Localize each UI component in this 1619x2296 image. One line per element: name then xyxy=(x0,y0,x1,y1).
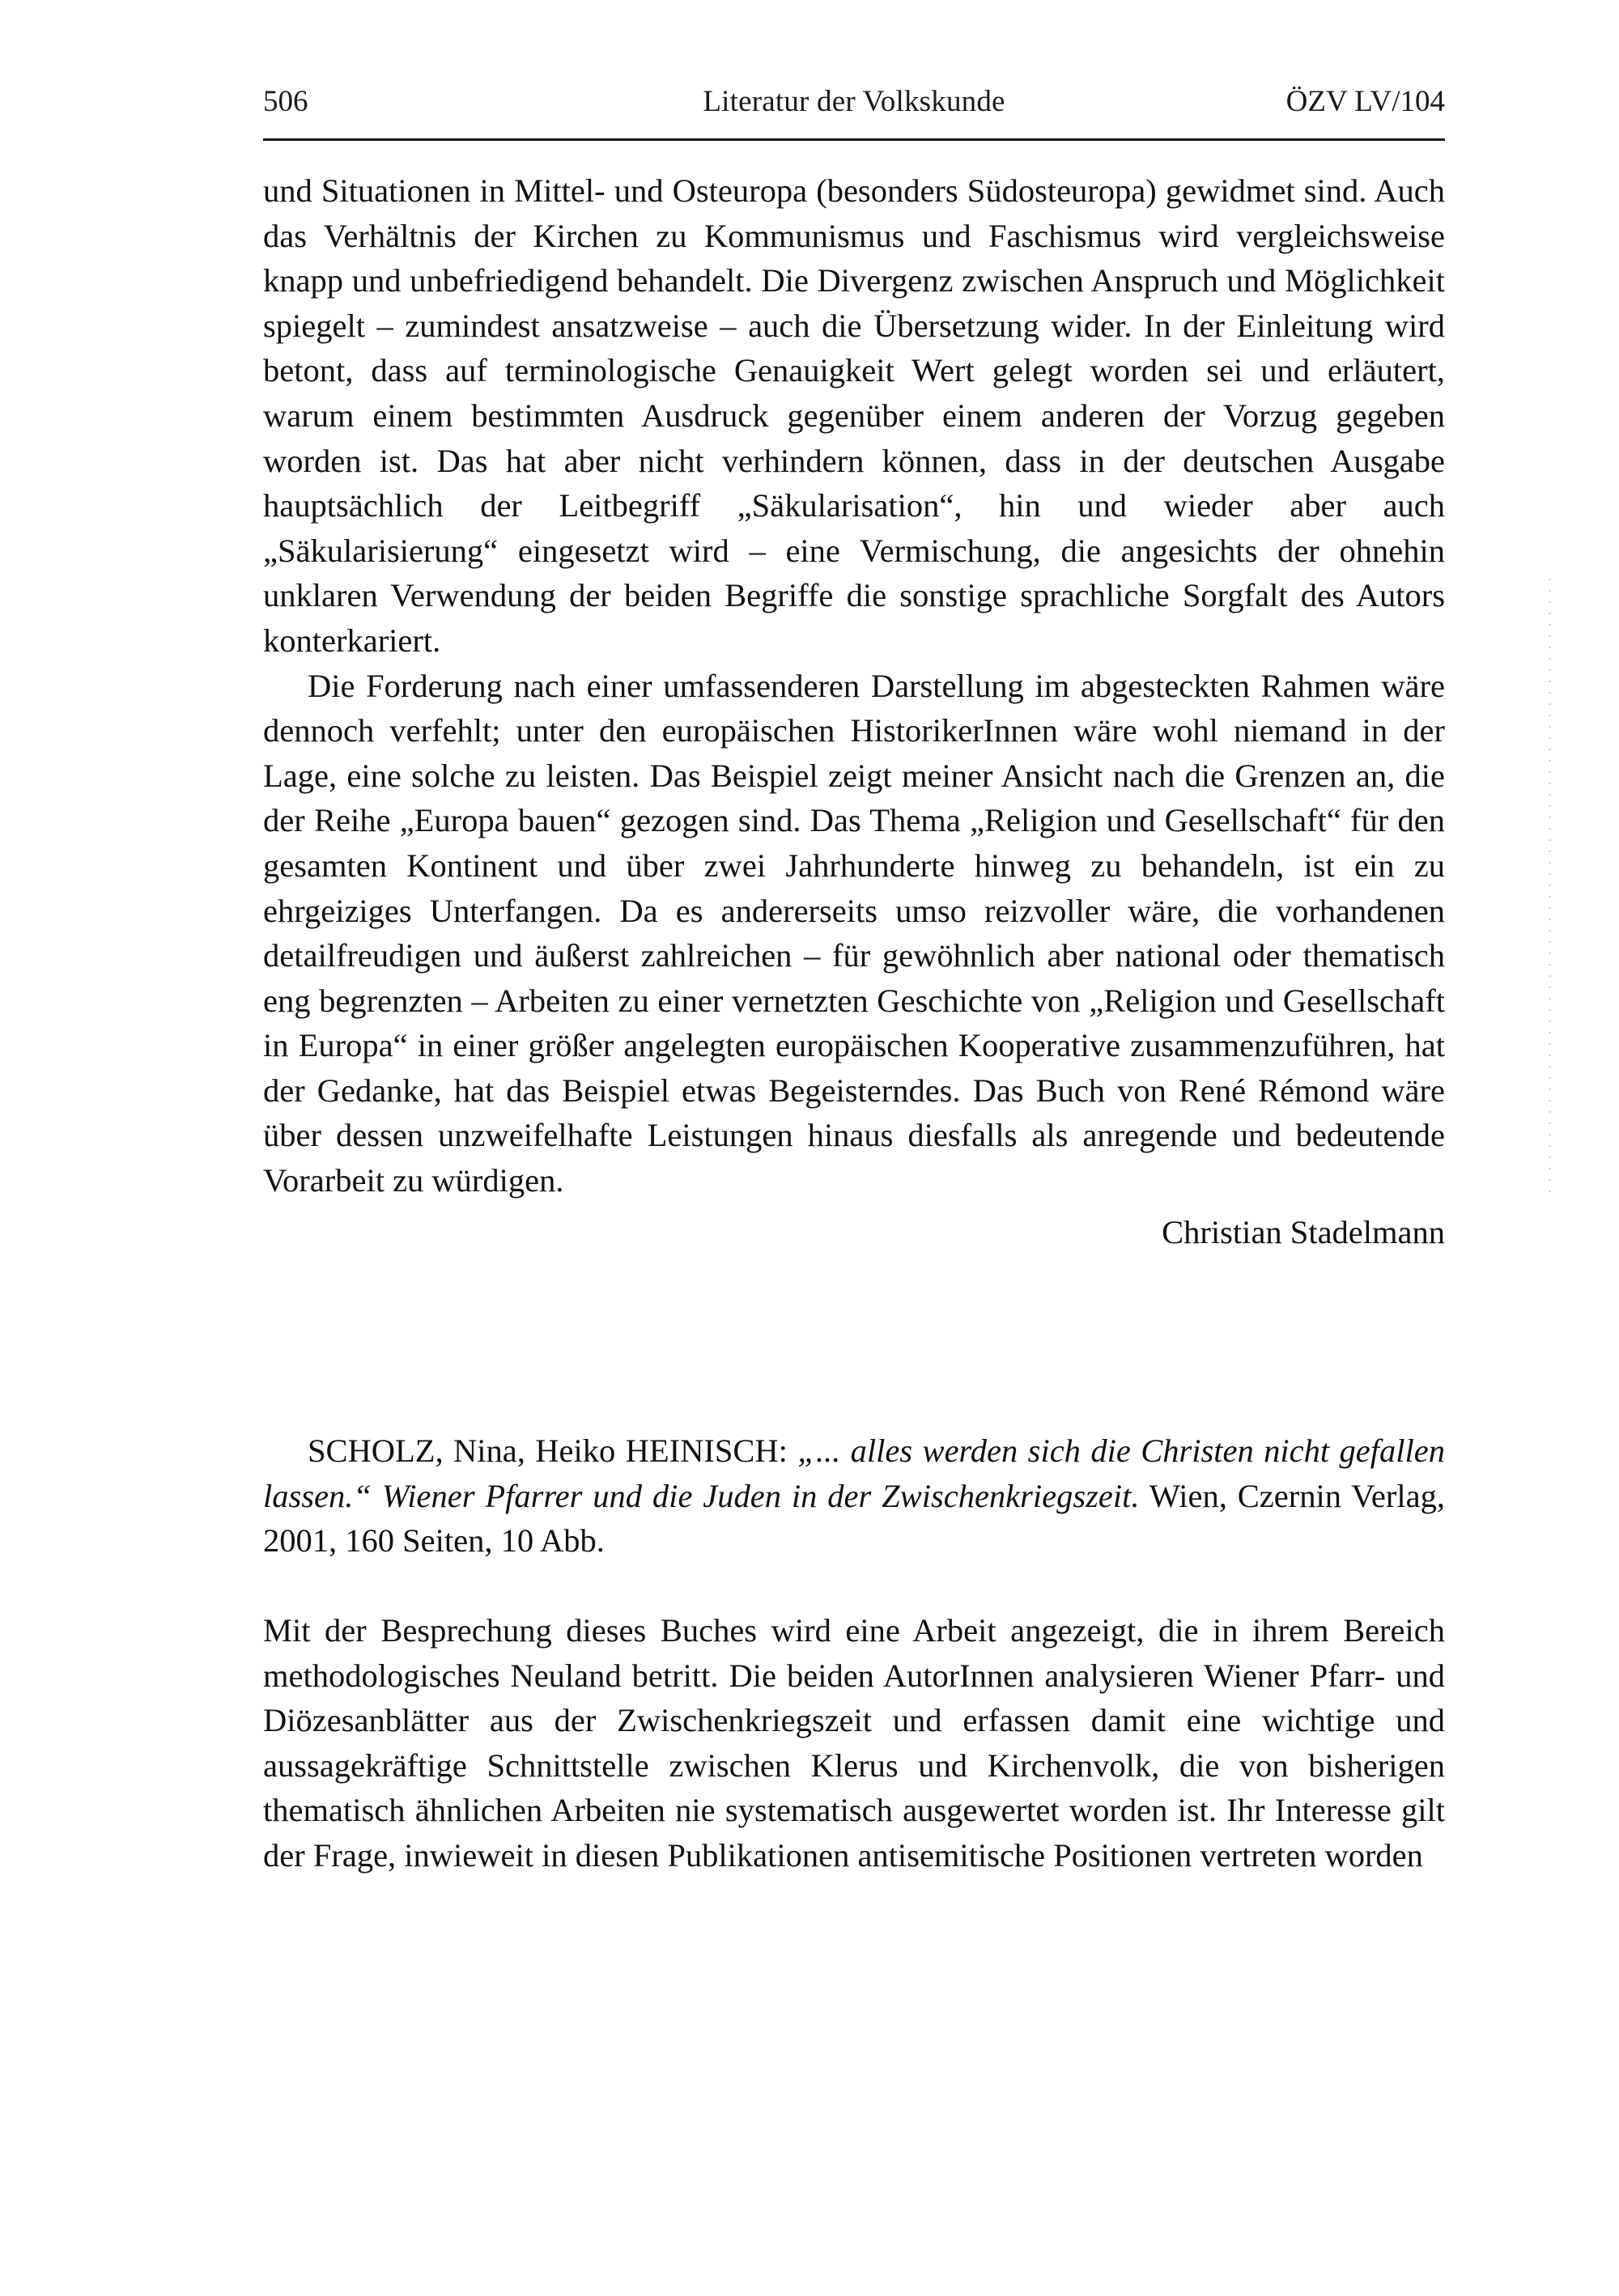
review-1-paragraph: Die Forderung nach einer umfassenderen Darstellung im abgesteckten Rahmen wäre dennoch verfehlt; unter den europäischen HistorikerInnen wäre wohl niemand in der Lage, eine solche zu leisten. Das Beispiel zeigt meiner Ansicht nach die Grenzen an, die der Reihe „Europa bauen“ gezogen sind. Das Thema „Religion und Gesellschaft“ für den gesamten Kontinent und über zwei Jahrhunderte hinweg zu behandeln, ist ein zu ehrgeiziges Unterfangen. Da es andererseits umso reizvoller wäre, die vorhandenen detailfreudigen und äußerst zahlreichen – für gewöhnlich aber national oder thematisch eng begrenzten – Arbeiten zu einer vernetzten Geschichte von „Religion und Gesellschaft in Europa“ in einer größer angelegten europäischen Kooperative zusammenzuführen, hat der Gedanke, hat das Beispiel etwas Begeisterndes. Das Buch von René Rémond wäre über dessen unzweifelhafte Leistungen hinaus diesfalls als anregende und bedeutende Vorarbeit zu würdigen. xyxy=(263,667,1445,1199)
document-page xyxy=(263,77,1445,1878)
review-1-body xyxy=(263,168,1445,1203)
citation-publication: Wien, Czernin Verlag, 2001, 160 Seiten, 10 Abb. xyxy=(263,1477,1445,1560)
journal-section-title: Literatur der Volkskunde xyxy=(703,85,1005,118)
review-2-paragraph: Mit der Besprechung dieses Buches wird eine Arbeit angezeigt, die in ihrem Bereich methodologisches Neuland betritt. Die beiden AutorInnen analysieren Wiener Pfarr- und Diözesanblätter aus der Zwischenkriegszeit und erfassen damit eine wichtige und aussagekräftige Schnittstelle zwischen Klerus und Kirchenvolk, die von bisherigen thematisch ähnlichen Arbeiten nie systematisch ausgewertet worden ist. Ihr Interesse gilt der Frage, inwieweit in diesen Publikationen antisemitische Positionen vertreten worden xyxy=(263,1612,1445,1874)
journal-issue: ÖZV LV/104 xyxy=(1285,85,1445,118)
citation-title: „... alles werden sich die Christen nicht gefallen lassen.“ Wiener Pfarrer und die Juden in der Zwischenkriegszeit. xyxy=(263,1432,1445,1514)
review-1-paragraph: und Situationen in Mittel- und Osteuropa (besonders Südosteuropa) gewidmet sind. Auch das Verhältnis der Kirchen zu Kommunismus und Faschismus wird vergleichsweise knapp und unbefriedigend behandelt. Die Divergenz zwischen Anspruch und Möglichkeit spiegelt – zumindest ansatzweise – auch die Übersetzung wider. In der Einleitung wird betont, dass auf terminologische Genauigkeit Wert gelegt worden sei und erläutert, warum einem bestimmten Ausdruck gegenüber einem anderen der Vorzug gegeben worden ist. Das hat aber nicht verhindern können, dass in der deutschen Ausgabe hauptsächlich der Leitbegriff „Säkularisation“, hin und wieder aber auch „Säkularisierung“ eingesetzt wird – eine Vermischung, die angesichts der ohnehin unklaren Verwendung der beiden Begriffe die sonstige sprachliche Sorgfalt des Autors konterkariert. xyxy=(263,172,1445,659)
review-1-author: Christian Stadelmann xyxy=(1162,1213,1445,1250)
scan-artifact-marks xyxy=(1549,579,1551,1194)
running-head xyxy=(263,77,1445,127)
header-rule xyxy=(263,138,1445,141)
page-number: 506 xyxy=(263,85,308,118)
review-2-citation xyxy=(263,1428,1445,1564)
citation-authors: SCHOLZ, Nina, Heiko HEINISCH: xyxy=(308,1432,798,1470)
review-2-body xyxy=(263,1608,1445,1878)
